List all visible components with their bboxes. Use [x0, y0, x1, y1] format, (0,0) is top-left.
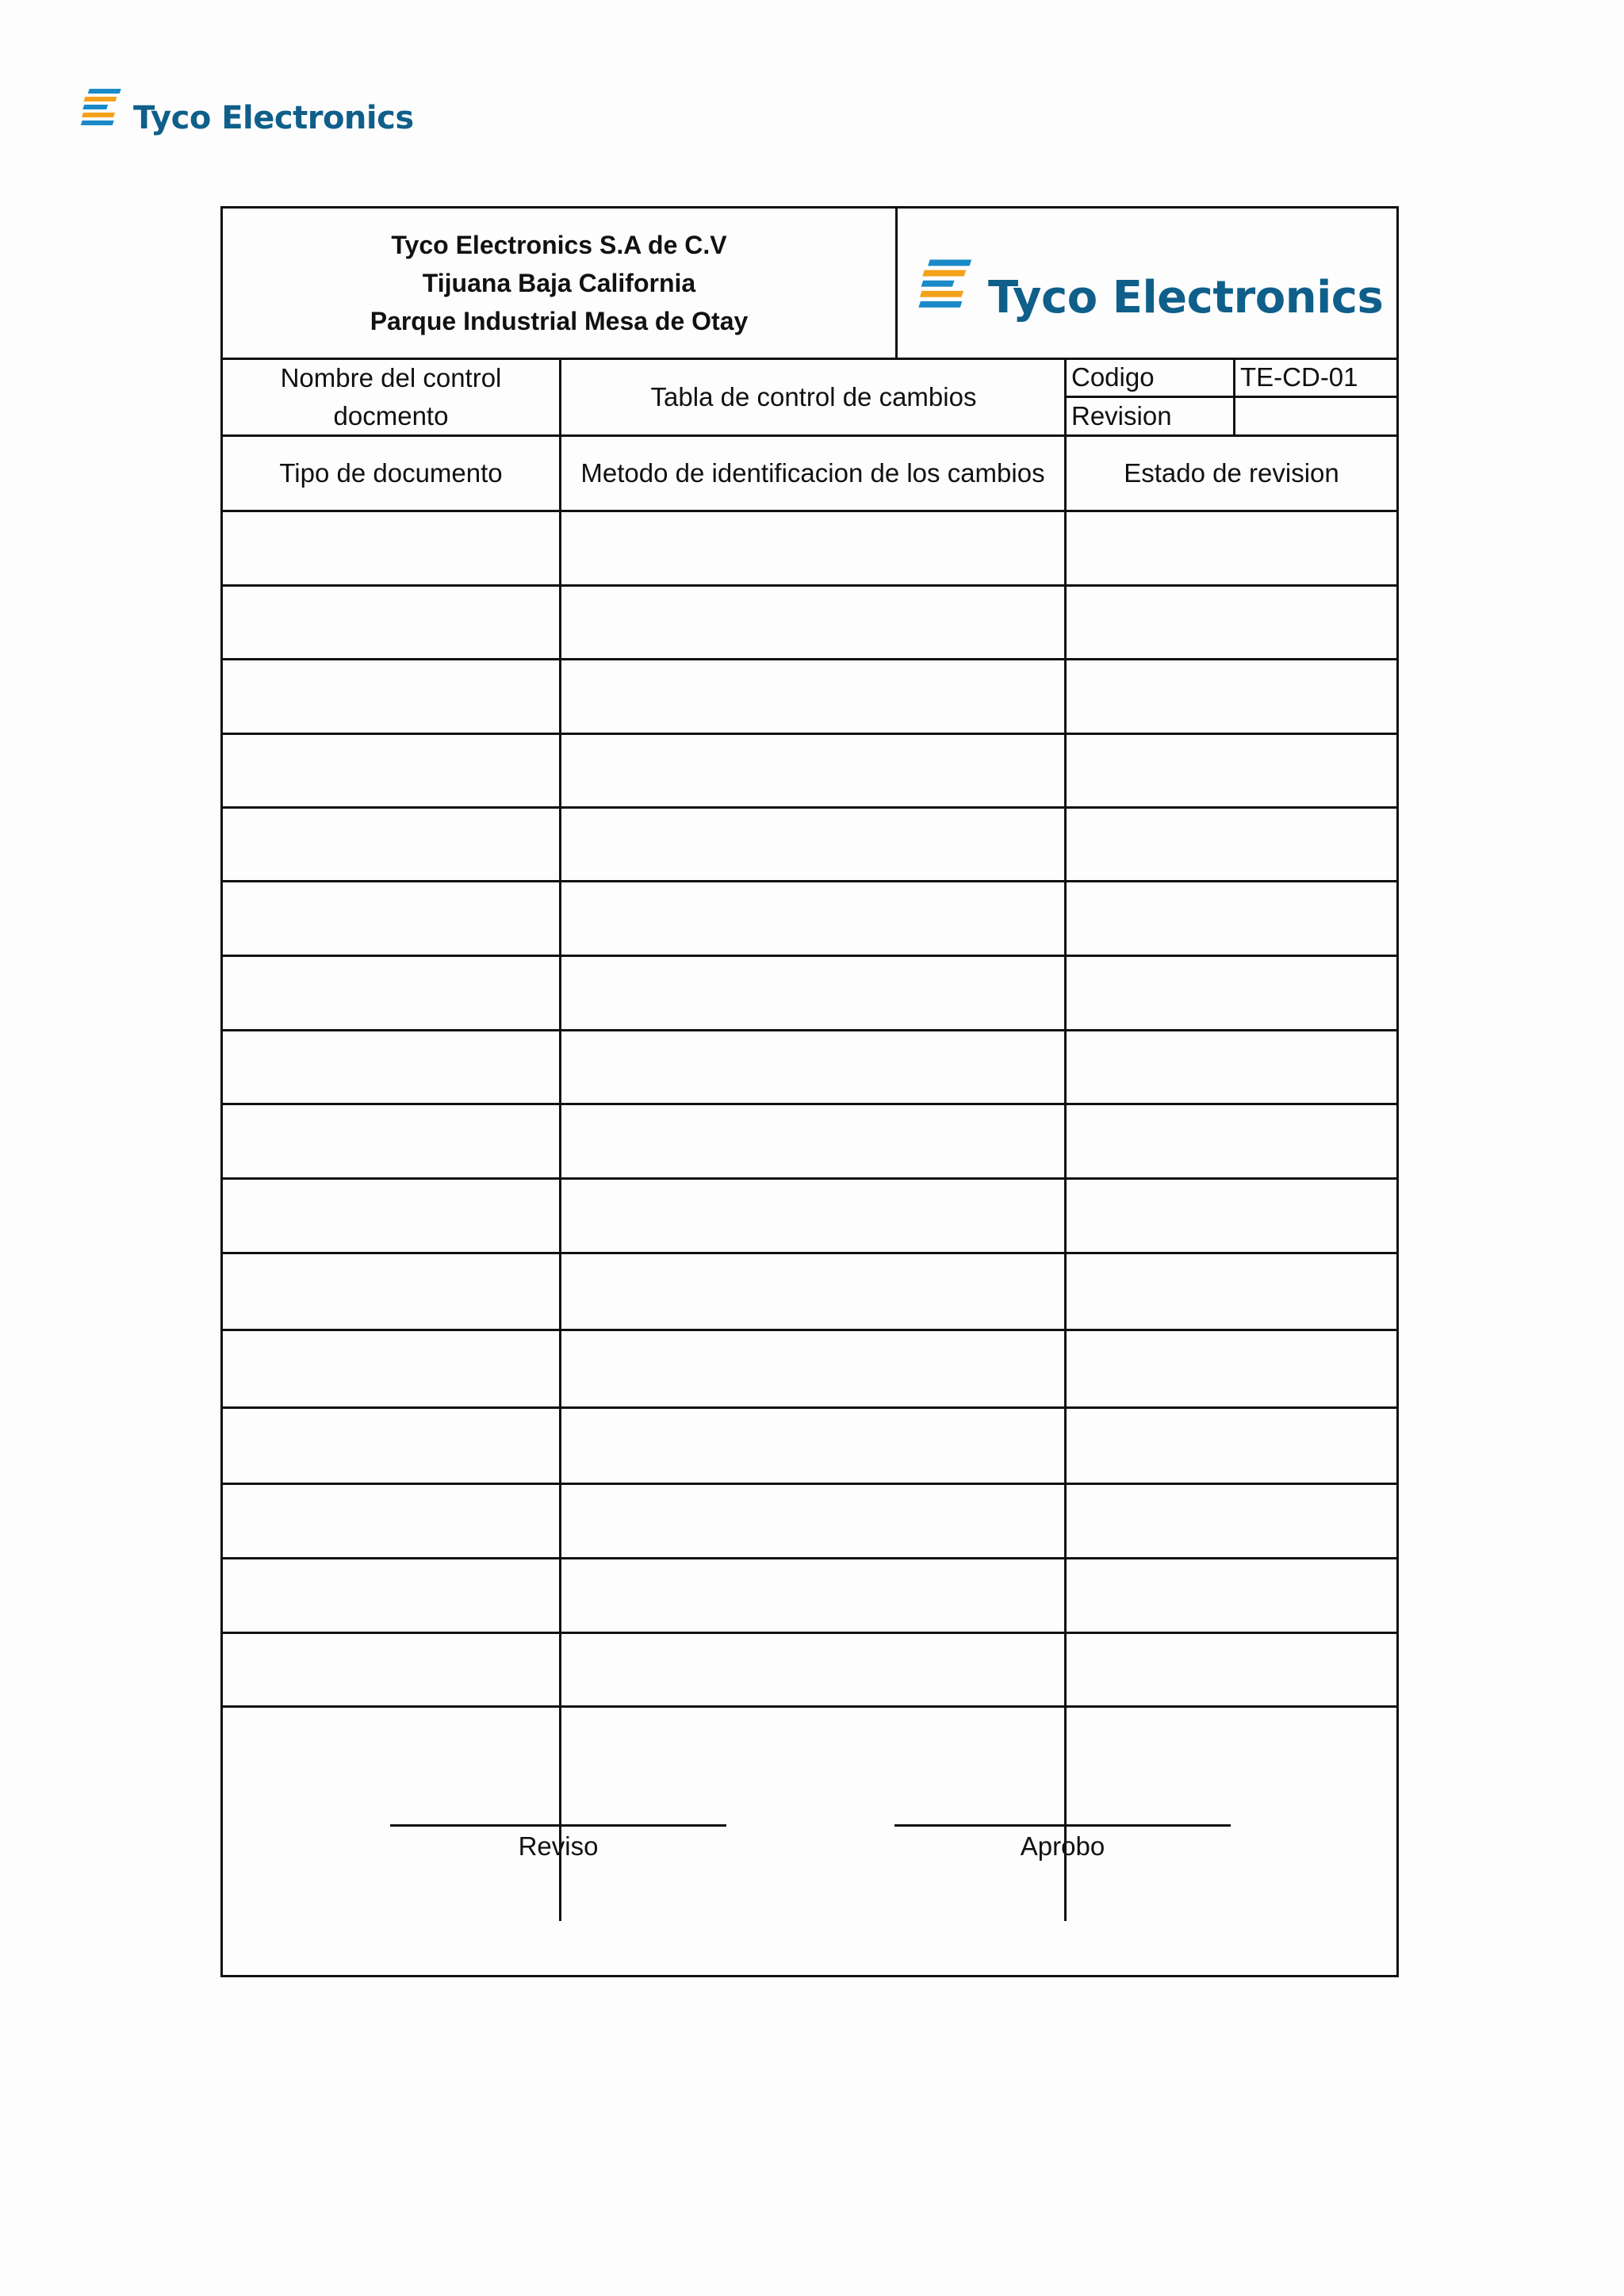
- header-logo: [917, 245, 1383, 323]
- logo-wordmark: Tyco Electronics: [988, 272, 1384, 323]
- table-row-divider: [223, 1329, 1396, 1331]
- table-row-divider: [223, 880, 1396, 882]
- approved-signature-label: Aprobo: [1020, 1831, 1105, 1861]
- table-row-divider: [223, 584, 1396, 587]
- table-bottom-border: [223, 1705, 1396, 1708]
- tyco-logo-mark-icon: [79, 86, 130, 130]
- code-value: TE-CD-01: [1240, 362, 1358, 392]
- company-info: [223, 209, 895, 358]
- table-row-divider: [223, 806, 1396, 809]
- table-row-divider: [223, 1406, 1396, 1409]
- table-row-divider: [223, 1632, 1396, 1634]
- logo-wordmark: Tyco Electronics: [133, 100, 414, 136]
- divider: [559, 359, 561, 1921]
- code-label: Codigo: [1071, 362, 1155, 392]
- document-name-value: Tabla de control de cambios: [650, 382, 977, 411]
- table-row-divider: [223, 658, 1396, 660]
- column-header-document-type: Tipo de documento: [279, 458, 503, 488]
- table-row-divider: [223, 1252, 1396, 1254]
- table-row-divider: [223, 510, 1396, 512]
- table-row-divider: [223, 1177, 1396, 1180]
- change-control-form: [220, 206, 1399, 1977]
- table-row-divider: [223, 1103, 1396, 1105]
- revision-value: [1235, 398, 1396, 434]
- company-logo: [79, 79, 414, 136]
- table-row-divider: [223, 1483, 1396, 1485]
- reviewed-signature-line: [390, 1824, 726, 1827]
- company-name: Tyco Electronics S.A de C.V: [391, 231, 727, 259]
- revision-label: Revision: [1071, 401, 1172, 430]
- table-row-divider: [223, 955, 1396, 957]
- document-name-label: Nombre del control docmento: [280, 363, 502, 430]
- column-header-revision-status: Estado de revision: [1124, 458, 1339, 488]
- reviewed-signature-label: Reviso: [518, 1831, 599, 1861]
- table-row-divider: [223, 733, 1396, 735]
- approved-signature-line: [894, 1824, 1231, 1827]
- company-park: Parque Industrial Mesa de Otay: [370, 307, 749, 335]
- table-row-divider: [223, 1029, 1396, 1031]
- divider: [1064, 359, 1067, 1921]
- divider: [895, 209, 898, 359]
- tyco-logo-mark-icon: [917, 255, 983, 314]
- company-city: Tijuana Baja California: [422, 269, 696, 297]
- table-row-divider: [223, 1557, 1396, 1559]
- column-header-change-method: Metodo de identificacion de los cambios: [580, 458, 1045, 488]
